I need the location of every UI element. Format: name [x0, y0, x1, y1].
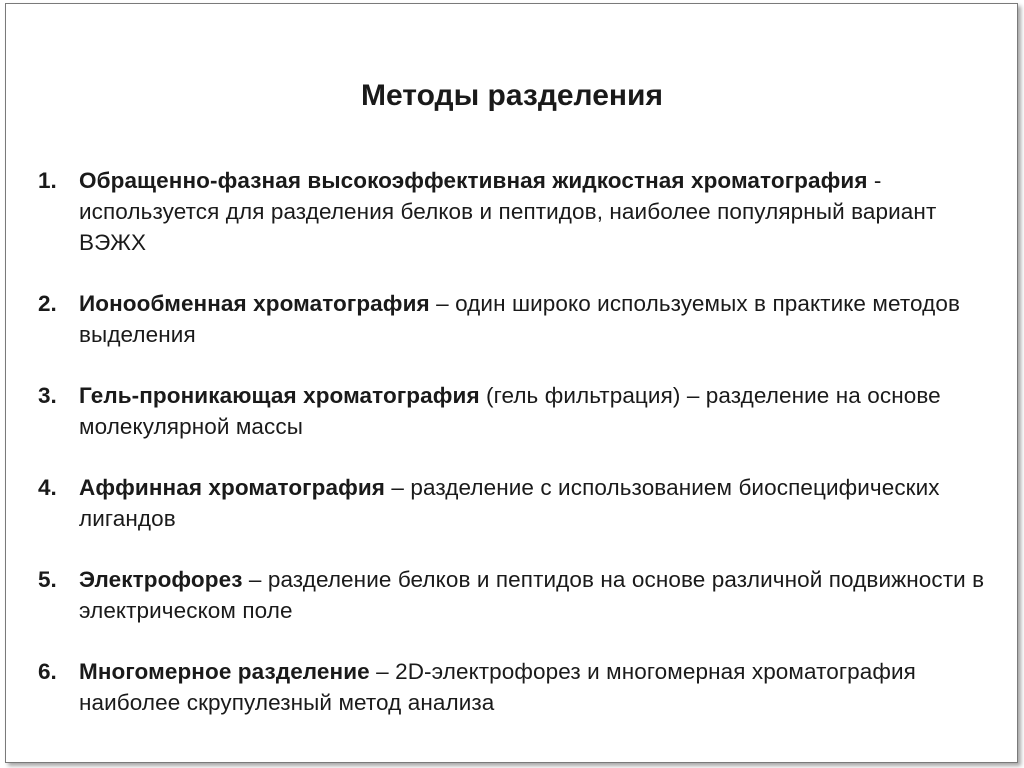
item-number: 5. — [38, 567, 57, 592]
item-body — [79, 165, 988, 258]
list-item — [38, 288, 988, 350]
item-number: 3. — [38, 383, 57, 408]
item-term: Обращенно-фазная высокоэффективная жидкостная хроматография — [79, 168, 868, 193]
list-item — [38, 656, 988, 718]
item-term: Гель-проникающая хроматография — [79, 383, 480, 408]
item-body — [79, 380, 988, 442]
list-item — [38, 380, 988, 442]
list-item — [38, 564, 988, 626]
item-term: Электрофорез — [79, 567, 243, 592]
item-description: - используется для разделения белков и пептидов, наиболее популярный вариант ВЭЖХ — [79, 168, 937, 255]
list-item — [38, 472, 988, 534]
methods-list — [38, 165, 988, 748]
item-term: Ионообменная хроматография — [79, 291, 430, 316]
item-number: 6. — [38, 659, 57, 684]
item-body — [79, 656, 988, 718]
item-description: – разделение белков и пептидов на основе различной подвижности в электрическом поле — [79, 567, 985, 623]
item-body — [79, 288, 988, 350]
item-description: – 2D-электрофорез и многомерная хроматография наиболее скрупулезный метод анализа — [79, 659, 916, 715]
item-term: Аффинная хроматография — [79, 475, 386, 500]
item-number: 4. — [38, 475, 57, 500]
item-description: – один широко используемых в практике методов выделения — [79, 291, 961, 347]
item-number: 1. — [38, 168, 57, 193]
item-term: Многомерное разделение — [79, 659, 370, 684]
item-body — [79, 564, 988, 626]
list-item — [38, 165, 988, 258]
item-body — [79, 472, 988, 534]
slide-title: Методы разделения — [361, 79, 663, 112]
item-description: (гель фильтрация) – разделение на основе молекулярной массы — [79, 383, 941, 439]
item-number: 2. — [38, 291, 57, 316]
item-description: – разделение с использованием биоспецифических лигандов — [79, 475, 940, 531]
